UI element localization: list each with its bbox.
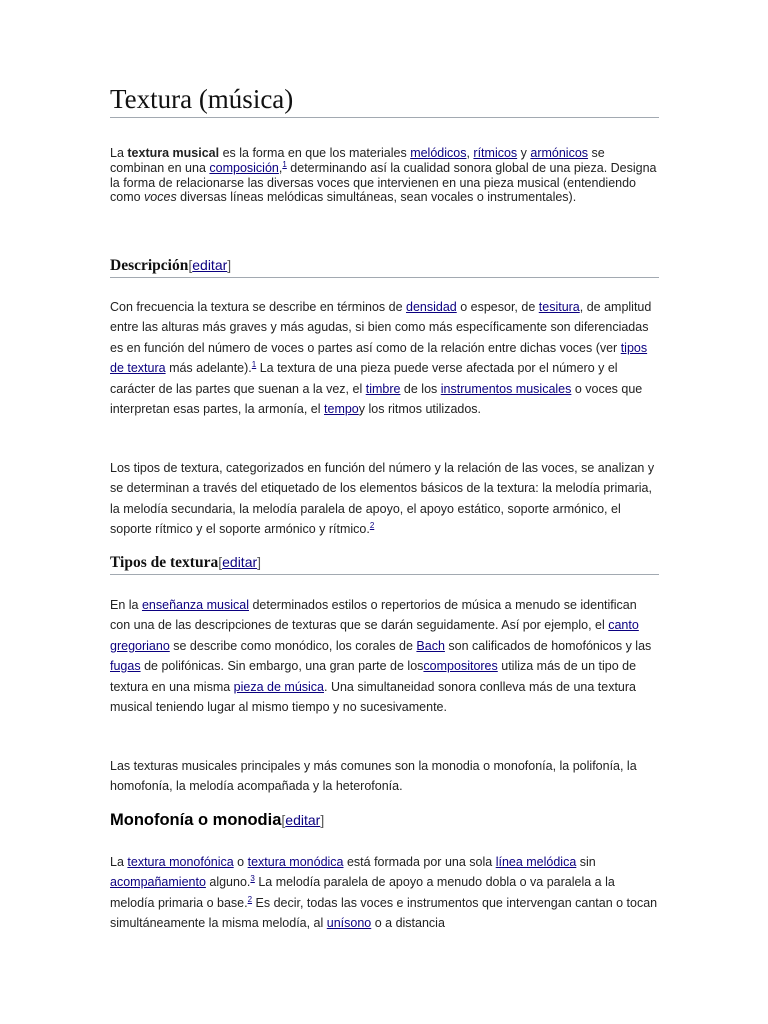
text-span: La — [110, 146, 128, 160]
link-canto-gregoriano[interactable]: canto gregoriano — [110, 618, 639, 653]
link-densidad[interactable]: densidad — [406, 300, 457, 314]
link-bach[interactable]: Bach — [416, 638, 445, 653]
tipos-paragraph-2: Las texturas musicales principales y más comunes son la monodia o monofonía, la polifonía, la homofonía, la melodía acompañada y la heterofonía. — [110, 759, 637, 794]
edit-link[interactable]: editar — [222, 554, 258, 570]
link-tesitura[interactable]: tesitura — [538, 300, 580, 314]
link-textura-monodica[interactable]: textura monódica — [247, 855, 344, 869]
text-span: , — [466, 146, 474, 160]
edit-link[interactable]: editar — [192, 257, 228, 273]
tipos-paragraph-1: En la enseñanza musical determinados estilos o repertorios de música a menudo se identifican con una de las descripciones de texturas que se darán seguidamente. Así por ejemplo, el canto gregoriano se describe como monódico, los corales de Bach son calificados de homofónicos y las fugas de polifónicas. Sin embargo, una gran parte de loscompositores utiliza más de un tipo de textura en una misma pieza de música. Una simultaneidad sonora conlleva más de una textura musical teniendo lugar al mismo tiempo y no sucesivamente. — [110, 598, 652, 715]
reference-3[interactable]: 3 — [250, 874, 255, 884]
monofonia-paragraph-1: La textura monofónica o textura monódica está formada por una sola línea melódica sin acompañamiento alguno.$^3$ La melodía paralela de apoyo a menudo dobla o va paralela a la melodía primaria o base.$^2$ Es decir, todas las voces e instrumentos que intervengan cantan o tocan simultáneamente la misma melodía, al unísono o a distancia — [110, 855, 658, 931]
link-timbre[interactable]: timbre — [365, 381, 401, 396]
section-heading-text: Tipos de textura — [110, 554, 219, 571]
text-span: y — [517, 146, 531, 160]
reference-2[interactable]: 2 — [369, 521, 375, 531]
text-span: es la forma en que los materiales — [219, 146, 411, 160]
link-textura-monofonica[interactable]: textura monofónica — [127, 855, 234, 869]
edit-bracket: [editar] — [281, 812, 325, 828]
text-span: se combinan en una — [110, 146, 605, 175]
descripcion-paragraph-2: Los tipos de textura, categorizados en función del número y la relación de las voces, se analizan y se determinan a través del etiquetado de los elementos básicos de la textura: la melodía primaria, la melodía secundaria, la melodía paralela de apoyo, el apoyo estático, soporte armónico, el soporte rítmico y el soporte armónico y rítmico.$^2$ — [110, 461, 655, 537]
section-heading-tipos-de-textura — [110, 552, 659, 575]
link-acompanamiento[interactable]: acompañamiento — [110, 875, 206, 890]
reference-1[interactable]: 1 — [282, 159, 287, 169]
edit-bracket: [editar] — [218, 554, 262, 570]
link-fugas[interactable]: fugas — [110, 659, 141, 674]
link-composicion[interactable]: composición — [209, 160, 279, 175]
edit-bracket: [editar] — [188, 257, 232, 273]
link-instrumentos-musicales[interactable]: instrumentos musicales — [440, 381, 572, 396]
reference-1[interactable]: 1 — [251, 360, 257, 370]
descripcion-paragraph-1: Con frecuencia la textura se describe en términos de densidad o espesor, de tesitura, de amplitud entre las alturas más graves y más agudas, si bien como más específicamente son diferenciadas es en función del número de voces o partes así como de la relación entre dichas voces (ver tipos de textura más adelante).$^1$ La textura de una pieza puede verse afectada por el número y el carácter de las partes que suenan a la vez, el timbre de los instrumentos musicales o voces que interpretan esas partes, la armonía, el tempoy los ritmos utilizados. — [110, 300, 652, 417]
text-span: diversas líneas melódicas simultáneas, sean vocales o instrumentales). — [176, 190, 577, 205]
link-melodicos[interactable]: melódicos — [410, 146, 467, 160]
text-span: , — [278, 160, 283, 175]
link-compositores[interactable]: compositores — [423, 659, 498, 674]
page-title: Textura (música) — [110, 82, 659, 118]
link-unisono[interactable]: unísono — [326, 916, 372, 931]
intro-paragraph — [110, 146, 659, 205]
section-heading-monofonia — [110, 809, 659, 831]
link-tempo[interactable]: tempo — [324, 402, 359, 417]
section-heading-text: Monofonía o monodia — [110, 811, 282, 829]
link-linea-melodica[interactable]: línea melódica — [495, 855, 577, 869]
text-span: determinando así la cualidad sonora global de una pieza. Designa la forma de relacionarse las diversas voces que intervienen en una pieza musical (entendiendo como — [110, 160, 657, 205]
link-armonicos[interactable]: armónicos — [530, 146, 589, 160]
section-heading-text: Descripción — [110, 257, 189, 274]
link-tipos-de-textura[interactable]: tipos de textura — [110, 340, 648, 376]
link-ensenanza-musical[interactable]: enseñanza musical — [141, 598, 249, 612]
bold-term: textura musical — [127, 146, 220, 160]
link-ritmicos[interactable]: rítmicos — [473, 146, 518, 160]
edit-link[interactable]: editar — [285, 812, 321, 828]
section-heading-descripcion — [110, 255, 659, 278]
reference-2[interactable]: 2 — [247, 894, 253, 904]
link-pieza-de-musica[interactable]: pieza de música — [233, 679, 324, 694]
italic-term: voces — [144, 190, 177, 205]
